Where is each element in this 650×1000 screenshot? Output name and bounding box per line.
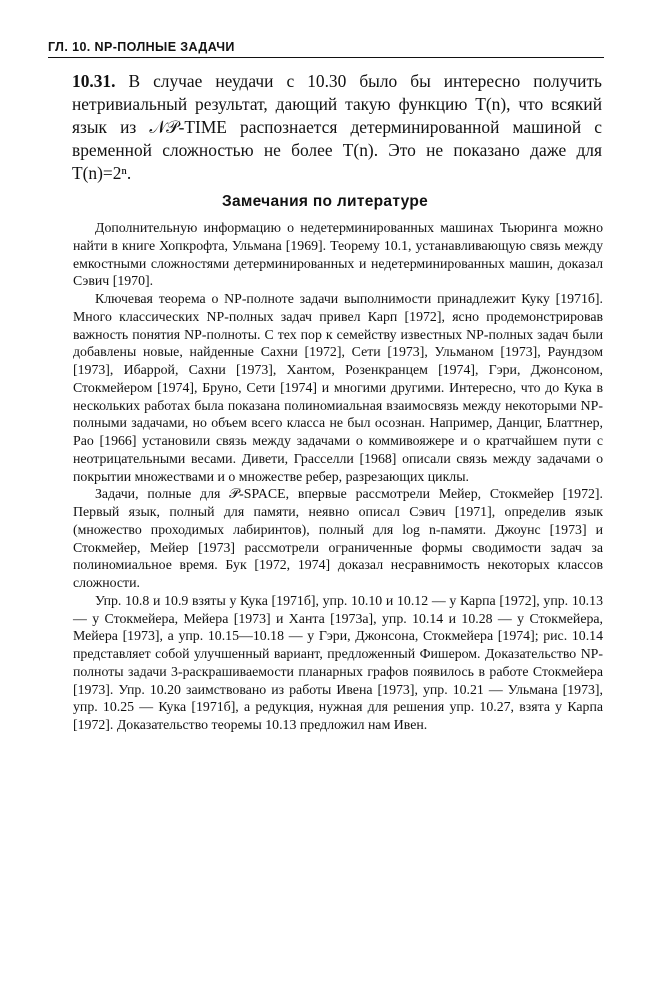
paragraph: Дополнительную информацию о недетерминированных машинах Тьюринга можно найти в книге Хопкрофта, Ульмана [1969]. Теорему 10.1, устанавливающую связь между емкостными сложностями детерминированных и недетерминированных машин, доказал Сэвич [1970].	[73, 220, 603, 289]
running-head: ГЛ. 10. NP-ПОЛНЫЕ ЗАДАЧИ	[48, 40, 235, 54]
header-rule	[48, 57, 604, 58]
paragraph: Задачи, полные для 𝒫-SPACE, впервые рассмотрели Мейер, Стокмейер [1972]. Первый язык, полный для памяти, неявно описал Сэвич [1971], определив язык (множество проходимых лабиринтов), полный для log n-памяти. Джоунс [1973] и Стокмейер, Мейер [1973] рассмотрели ограниченные формы сводимости задач за полиномиальное время. Бук [1972, 1974] доказал несравнимость некоторых классов сложности.	[73, 486, 603, 590]
section-title: Замечания по литературе	[221, 193, 429, 210]
exercise-text: В случае неудачи с 10.30 было бы интересно получить нетривиальный результат, дающий такую функцию T(n), что всякий язык из 𝒩𝒫-TIME распознается детерминированной машиной с временной сложностью не более T(n). Это не показано даже для T(n)=2ⁿ.	[72, 71, 602, 183]
paragraph: Ключевая теорема о NP-полноте задачи выполнимости принадлежит Куку [1971б]. Много классических NP-полных задач привел Карп [1972], ясно продемонстрировав важность понятия NP-полноты. С тех пор к семейству известных NP-полных задач были добавлены новые, найденные Сахни [1972], Сети [1973], Ульманом [1973], Раундзом [1973], Ибаррой, Сахни [1973], Хантом, Розенкранцем [1974], Гэри, Джонсоном, Стокмейером [1974], Бруно, Сети [1974] и многими другими. Интересно, что до Кука в нескольких работах была показана полиномиальная взаимосвязь между некоторыми NP-полными задачами, но объем всего класса не был осознан. Например, Данциг, Блаттнер, Рао [1966] установили связь между задачами о коммивояжере и о кратчайшем пути с неотрицательными весами. Дивети, Грасселли [1968] описали связь между задачами о покрытии множествами и о множестве ребер, разрезающих циклы.	[73, 291, 603, 484]
exercise-number: 10.31.	[72, 71, 116, 91]
paragraph: Упр. 10.8 и 10.9 взяты у Кука [1971б], упр. 10.10 и 10.12 — у Карпа [1972], упр. 10.13 — у Стокмейера, Мейера [1973] и Ханта [1973а], упр. 10.14 и 10.28 — у Стокмейера, Мейера [1973], а упр. 10.15—10.18 — у Гэри, Джонсона, Стокмейера [1974]; рис. 10.14 представляет собой улучшенный вариант, предложенный Фишером. Доказательство NP-полноты задачи 3-раскрашиваемости планарных графов появилось в работе Стокмейера [1973]. Упр. 10.20 заимствовано из работы Ивена [1973], упр. 10.21 — Ульмана [1973], упр. 10.25 — Кука [1971б], а редукция, нужная для решения упр. 10.27, взята у Карпа [1972]. Доказательство теоремы 10.13 предложил нам Ивен.	[73, 592, 603, 732]
literature-notes	[73, 219, 603, 734]
exercise-10-31	[72, 70, 602, 185]
